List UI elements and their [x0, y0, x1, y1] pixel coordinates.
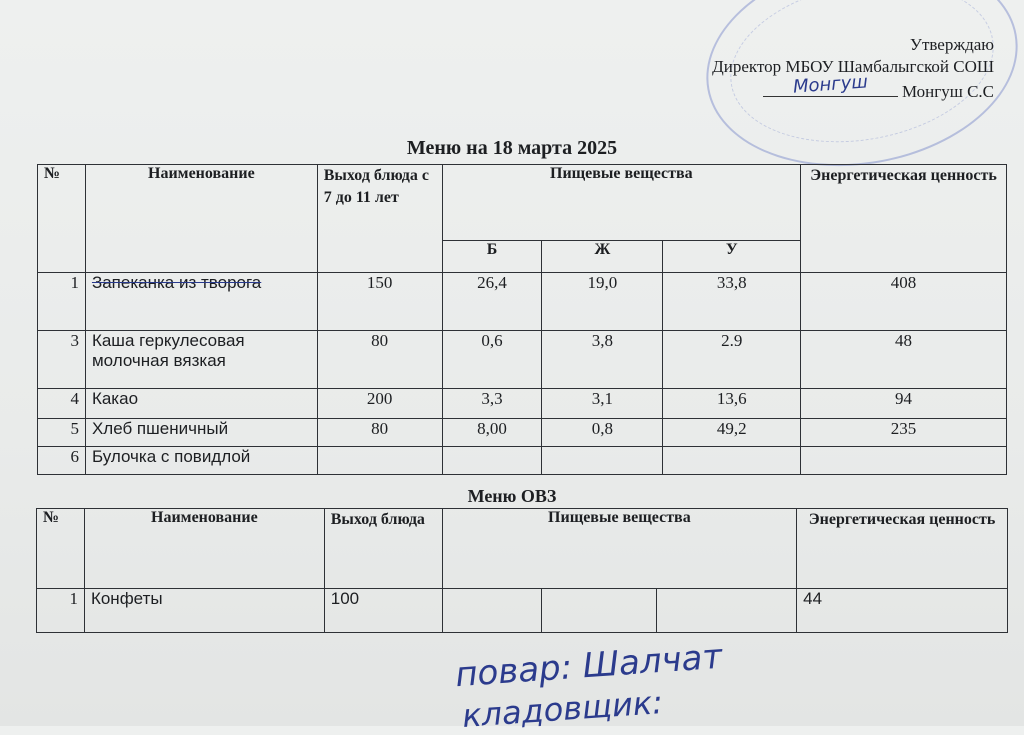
row-energy: 235 — [801, 419, 1007, 447]
row-name: Запеканка из творога — [85, 273, 317, 331]
row-zh: 19,0 — [542, 273, 663, 331]
row-b: 8,00 — [442, 419, 542, 447]
header-output: Выход блюда — [324, 509, 442, 589]
director-signature: Монгуш — [792, 71, 869, 98]
row-zh: 3,1 — [542, 389, 663, 419]
header-energy: Энергетическая ценность — [797, 509, 1008, 589]
row-zh — [542, 447, 663, 475]
header-b: Б — [442, 241, 542, 273]
header-zh: Ж — [542, 241, 663, 273]
row-zh: 3,8 — [542, 331, 663, 389]
table-row — [38, 273, 1007, 331]
row-num: 4 — [38, 389, 86, 419]
row-b — [442, 447, 542, 475]
row-u: 49,2 — [663, 419, 801, 447]
header-num: № — [37, 509, 85, 589]
row-output: 80 — [317, 419, 442, 447]
header-name: Наименование — [84, 509, 324, 589]
row-output — [317, 447, 442, 475]
table-row — [38, 389, 1007, 419]
row-energy — [801, 447, 1007, 475]
row-u: 13,6 — [663, 389, 801, 419]
row-u: 2.9 — [663, 331, 801, 389]
header-output: Выход блюда с 7 до 11 лет — [317, 165, 442, 273]
row-output: 80 — [317, 331, 442, 389]
header-nutrients: Пищевые вещества — [442, 165, 801, 241]
row-u — [657, 589, 797, 633]
row-num: 1 — [37, 589, 85, 633]
row-zh — [542, 589, 657, 633]
header-energy: Энергетическая ценность — [801, 165, 1007, 273]
row-u — [663, 447, 801, 475]
row-energy: 94 — [801, 389, 1007, 419]
header-nutrients: Пищевые вещества — [442, 509, 796, 589]
table-row — [38, 447, 1007, 475]
table-row — [38, 331, 1007, 389]
row-b: 26,4 — [442, 273, 542, 331]
row-energy: 44 — [797, 589, 1008, 633]
row-name: Какао — [85, 389, 317, 419]
storekeeper-signature: кладовщик: — [460, 683, 665, 735]
row-output: 100 — [324, 589, 442, 633]
row-num: 1 — [38, 273, 86, 331]
row-b — [442, 589, 542, 633]
row-output: 200 — [317, 389, 442, 419]
row-num: 3 — [38, 331, 86, 389]
approval-line-1: Утверждаю — [909, 35, 994, 54]
header-name: Наименование — [85, 165, 317, 273]
cook-signature: повар: Шалчат — [453, 636, 724, 696]
row-name: Булочка с повидлой — [85, 447, 317, 475]
row-name: Конфеты — [84, 589, 324, 633]
row-output: 150 — [317, 273, 442, 331]
menu-title: Меню на 18 марта 2025 — [406, 137, 618, 159]
row-energy: 408 — [801, 273, 1007, 331]
header-u: У — [663, 241, 801, 273]
row-name: Хлеб пшеничный — [85, 419, 317, 447]
table-header-row — [37, 509, 1008, 589]
row-num: 5 — [38, 419, 86, 447]
menu-table — [37, 164, 1007, 475]
row-zh: 0,8 — [542, 419, 663, 447]
row-name: Каша геркулесовая молочная вязкая — [85, 331, 317, 389]
table-row — [38, 419, 1007, 447]
approval-line-2: Директор МБОУ Шамбалыгской СОШ — [712, 57, 994, 76]
approval-block — [712, 34, 994, 103]
row-b: 0,6 — [442, 331, 542, 389]
ovz-menu-table — [36, 508, 1008, 633]
row-b: 3,3 — [442, 389, 542, 419]
signature-line — [763, 71, 898, 98]
row-energy: 48 — [801, 331, 1007, 389]
director-name: Монгуш С.С — [901, 82, 994, 101]
approval-line-3 — [712, 71, 994, 103]
ovz-menu-title: Меню ОВЗ — [467, 486, 557, 506]
header-num: № — [38, 165, 86, 273]
table-header-row — [38, 165, 1007, 241]
table-row — [37, 589, 1008, 633]
row-num: 6 — [38, 447, 86, 475]
row-u: 33,8 — [663, 273, 801, 331]
